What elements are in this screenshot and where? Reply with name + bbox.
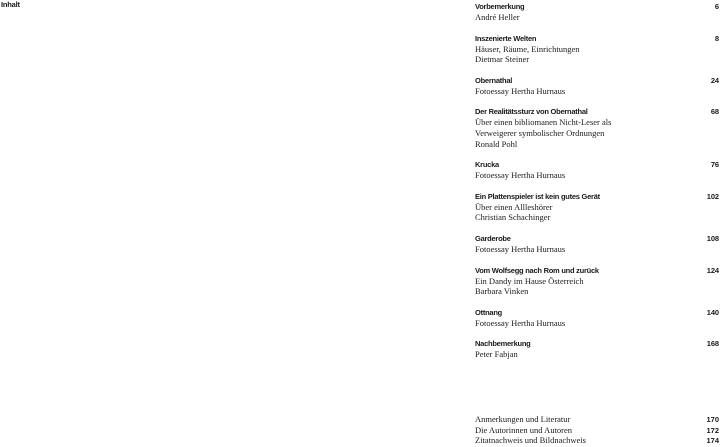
toc-entry-header	[475, 34, 719, 44]
toc-entry-header	[475, 76, 719, 86]
toc-entry-plattenspieler	[475, 192, 719, 223]
toc-entry-vorbemerkung	[475, 2, 719, 23]
toc-entry-header	[475, 339, 719, 349]
toc-entry-title: Vom Wolfsegg nach Rom und zurück	[475, 265, 599, 275]
toc-entry-author: Fotoessay Hertha Hurnaus	[475, 170, 566, 181]
toc-entry-garderobe	[475, 234, 719, 255]
toc-entry-page: 140	[706, 307, 719, 317]
toc-entry-header	[475, 192, 719, 202]
toc-entry-header	[475, 308, 719, 318]
backmatter-item	[475, 435, 719, 446]
toc-entry-title: Nachbemerkung	[475, 339, 531, 349]
toc-entry-author: Fotoessay Hertha Hurnaus	[475, 85, 566, 96]
backmatter-title: Anmerkungen und Literatur	[475, 414, 571, 424]
toc-entry-page: 8	[714, 33, 719, 43]
toc-entry-header	[475, 2, 719, 12]
toc-entry-subtitle: Ein Dandy im Hause Österreich	[475, 275, 584, 286]
toc-entry-wolfsegg	[475, 266, 719, 297]
toc-entry-author: Ronald Pohl	[475, 138, 518, 149]
backmatter-item	[475, 425, 719, 436]
toc-entry-header	[475, 234, 719, 244]
toc-entry-title: Vorbemerkung	[475, 2, 525, 11]
toc-entry-page: 108	[706, 233, 719, 243]
toc-entry-header	[475, 107, 719, 117]
toc-entry-title: Obernathal	[475, 75, 513, 85]
toc-entry-author: Dietmar Steiner	[475, 54, 530, 65]
toc-entry-obernathal	[475, 76, 719, 97]
toc-entry-inszenierte-welten	[475, 34, 719, 65]
toc-entry-page: 68	[710, 107, 719, 117]
toc-entry-subtitle: Häuser, Räume, Einrichtungen	[475, 43, 580, 54]
toc-entry-ottnang	[475, 308, 719, 329]
backmatter-page: 170	[706, 415, 719, 424]
toc-entry-author: Christian Schachinger	[475, 212, 551, 223]
backmatter-page: 172	[706, 425, 719, 435]
page-heading: Inhalt	[1, 0, 20, 9]
toc-entry-subtitle: Über einen Allleshörer	[475, 201, 553, 212]
toc-entry-author: Barbara Vinken	[475, 286, 529, 297]
toc-entry-page: 102	[706, 191, 719, 201]
toc-entry-title: Der Realitätssturz von Obernathal	[475, 107, 588, 117]
toc-entry-page: 76	[710, 160, 719, 170]
toc-entry-krucka	[475, 160, 719, 181]
toc-entry-title: Ein Plattenspieler ist kein gutes Gerät	[475, 191, 600, 201]
backmatter-list	[475, 414, 719, 446]
backmatter-item	[475, 414, 719, 425]
toc-entry-subtitle: Über einen bibliomanen Nicht-Leser als	[475, 117, 612, 128]
toc-entry-author: Peter Fabjan	[475, 349, 518, 360]
toc-entry-nachbemerkung	[475, 339, 719, 360]
toc-entry-title: Garderobe	[475, 233, 511, 243]
toc-entry-page: 168	[706, 339, 719, 349]
toc-entry-page: 24	[710, 75, 719, 85]
toc-entry-subtitle: Verweigerer symbolischer Ordnungen	[475, 127, 605, 138]
toc-entry-author: Fotoessay Hertha Hurnaus	[475, 317, 566, 328]
toc-entry-title: Krucka	[475, 160, 499, 170]
toc-entry-header	[475, 266, 719, 276]
toc-entry-realitaetssturz	[475, 107, 719, 149]
backmatter-title: Zitatnachweis und Bildnachweis	[475, 435, 586, 446]
backmatter-page: 174	[706, 436, 719, 446]
table-of-contents	[475, 2, 719, 371]
toc-entry-title: Inszenierte Welten	[475, 33, 537, 43]
toc-entry-author: André Heller	[475, 12, 520, 22]
backmatter-title: Die Autorinnen und Autoren	[475, 424, 573, 435]
toc-entry-title: Ottnang	[475, 307, 502, 317]
toc-entry-header	[475, 160, 719, 170]
toc-entry-page: 124	[706, 265, 719, 275]
toc-entry-author: Fotoessay Hertha Hurnaus	[475, 243, 566, 254]
toc-entry-page: 6	[714, 2, 719, 11]
